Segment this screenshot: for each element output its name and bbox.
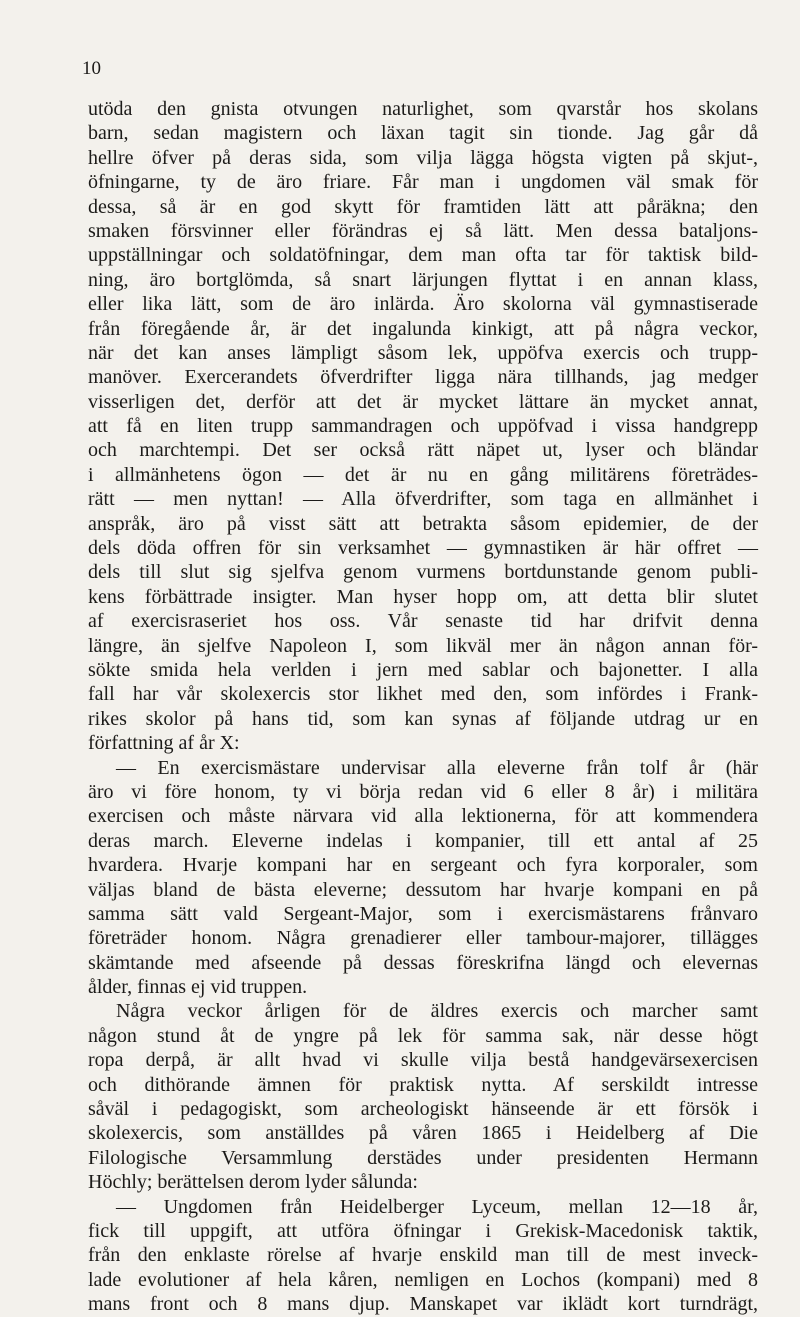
text-line: företräder honom. Några grenadierer eller tambour-majorer, tillägges <box>88 927 758 950</box>
text-line: visserligen det, derför att det är mycket lättare än mycket annat, <box>88 390 758 413</box>
text-line: hellre öfver på deras sida, som vilja lägga högsta vigten på skjut-, <box>88 146 758 169</box>
text-line: äro vi före honom, ty vi börja redan vid 6 eller 8 år) i militära <box>88 780 758 803</box>
text-line: i allmänhetens ögon — det är nu en gång militärens företrädes- <box>88 463 758 486</box>
text-line: utöda den gnista otvungen naturlighet, som qvarstår hos skolans <box>88 98 758 120</box>
page-number: 10 <box>82 58 101 79</box>
text-line: längre, än sjelfve Napoleon I, som likväl mer än någon annan för- <box>88 634 758 657</box>
text-line: fall har vår skolexercis stor likhet med den, som infördes i Frank- <box>88 683 758 706</box>
text-line: Några veckor årligen för de äldres exercis och marcher samt <box>116 1000 758 1023</box>
text-line: — Ungdomen från Heidelberger Lyceum, mellan 12—18 år, <box>116 1195 758 1218</box>
text-line: Filologische Versammlung derstädes under presidenten Hermann <box>88 1146 758 1169</box>
text-line: från den enklaste rörelse af hvarje enskild man till de mest inveck- <box>88 1244 758 1267</box>
text-line: barn, sedan magistern och läxan tagit sin tionde. Jag går då <box>88 122 758 145</box>
text-line: ålder, finnas ej vid truppen. <box>88 976 308 999</box>
text-line: fick till uppgift, att utföra öfningar i Grekisk-Macedonisk taktik, <box>88 1219 758 1242</box>
text-line: dels till slut sig sjelfva genom vurmens bortdunstande genom publi- <box>88 561 758 584</box>
text-line: Höchly; berättelsen derom lyder sålunda: <box>88 1171 418 1194</box>
text-line: — En exercismästare undervisar alla eleverne från tolf år (här <box>116 756 758 779</box>
text-line: rikes skolor på hans tid, som kan synas af följande utdrag ur en <box>88 707 758 730</box>
text-line: författning af år X: <box>88 732 240 755</box>
text-line: eller lika lätt, som de äro inlärda. Äro skolorna väl gymnastiserade <box>88 293 758 316</box>
text-line: när det kan anses lämpligt såsom lek, uppöfva exercis och trupp- <box>88 341 758 364</box>
text-line: af exercisraseriet hos oss. Vår senaste tid har drifvit denna <box>88 610 758 633</box>
text-line: och marchtempi. Det ser också rätt näpet ut, lyser och bländar <box>88 439 758 462</box>
text-line: exercisen och måste närvara vid alla lektionerna, för att kommendera <box>88 805 758 828</box>
text-line: att få en liten trupp sammandragen och uppöfvad i vissa handgrepp <box>88 415 758 438</box>
text-line: hvardera. Hvarje kompani har en sergeant och fyra korporaler, som <box>88 854 758 877</box>
text-line: uppställningar och soldatöfningar, dem man ofta tar för taktisk bild- <box>88 244 758 267</box>
text-line: sökte smida hela verlden i jern med sablar och bajonetter. I alla <box>88 658 758 681</box>
text-line: samma sätt vald Sergeant-Major, som i exercismästarens frånvaro <box>88 902 758 925</box>
text-line: öfningarne, ty de äro friare. Får man i ungdomen väl smak för <box>88 171 758 194</box>
text-line: smaken försvinner eller förändras ej så lätt. Men dessa bataljons- <box>88 219 758 242</box>
text-line: manöver. Exercerandets öfverdrifter ligga nära tillhands, jag medger <box>88 366 758 389</box>
text-line: väljas bland de bästa eleverne; dessutom har hvarje kompani en på <box>88 878 758 901</box>
text-line: från föregående år, är det ingalunda kinkigt, att på några veckor, <box>88 317 758 340</box>
text-line: någon stund åt de yngre på lek för samma sak, när desse högt <box>88 1024 758 1047</box>
text-line: skolexercis, som anställdes på våren 1865 i Heidelberg af Die <box>88 1122 758 1145</box>
body-text <box>88 97 758 1317</box>
text-line: mans front och 8 mans djup. Manskapet var iklädt kort turndrägt, <box>88 1293 758 1316</box>
text-line: deras march. Eleverne indelas i kompanier, till ett antal af 25 <box>88 829 758 852</box>
text-line: och dithörande ämnen för praktisk nytta. Af serskildt intresse <box>88 1073 758 1096</box>
text-line: ropa derpå, är allt hvad vi skulle vilja bestå handgevärsexercisen <box>88 1049 758 1072</box>
text-line: skämtande med afseende på dessas föreskrifna längd och elevernas <box>88 951 758 974</box>
text-line: kens förbättrade insigter. Man hyser hopp om, att detta blir slutet <box>88 585 758 608</box>
text-line: rätt — men nyttan! — Alla öfverdrifter, som taga en allmänhet i <box>88 488 758 511</box>
text-line: dessa, så är en god skytt för framtiden lätt att påräkna; den <box>88 195 758 218</box>
text-line: ning, äro bortglömda, så snart lärjungen flyttat i en annan klass, <box>88 268 758 291</box>
text-line: såväl i pedagogiskt, som archeologiskt hänseende är ett försök i <box>88 1098 758 1121</box>
text-line: dels döda offren för sin verksamhet — gymnastiken är här offret — <box>88 537 758 560</box>
text-line: lade evolutioner af hela kåren, nemligen en Lochos (kompani) med 8 <box>88 1268 758 1291</box>
text-line: anspråk, äro på visst sätt att betrakta såsom epidemier, de der <box>88 512 758 535</box>
